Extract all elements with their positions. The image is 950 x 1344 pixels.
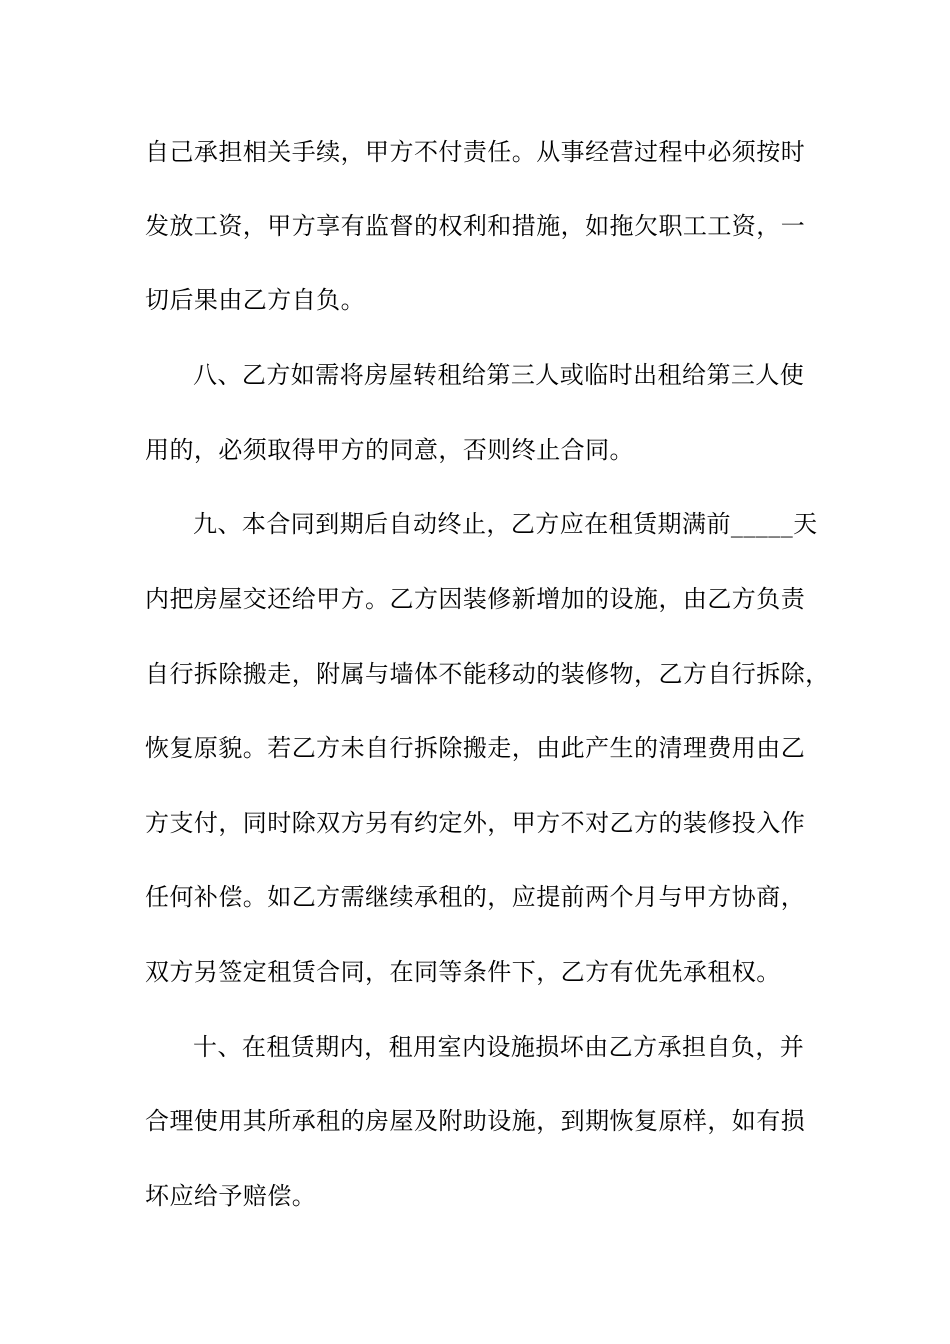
clause-8-line-1: 八、乙方如需将房屋转租给第三人或临时出租给第三人使	[193, 361, 805, 389]
text-line-2: 发放工资，甲方享有监督的权利和措施，如拖欠职工工资，一	[145, 212, 806, 240]
clause-9-line-5: 方支付，同时除双方另有约定外，甲方不对乙方的装修投入作	[145, 809, 806, 837]
text-line-1: 自己承担相关手续，甲方不付责任。从事经营过程中必须按时	[145, 138, 806, 166]
clause-9-line-1: 九、本合同到期后自动终止，乙方应在租赁期满前_____天	[193, 510, 818, 538]
clause-9-line-7: 双方另签定租赁合同，在同等条件下，乙方有优先承租权。	[145, 958, 781, 986]
clause-10-line-1: 十、在租赁期内，租用室内设施损坏由乙方承担自负，并	[193, 1033, 805, 1061]
clause-9-line-2: 内把房屋交还给甲方。乙方因装修新增加的设施，由乙方负责	[145, 585, 806, 613]
clause-10-line-3: 坏应给予赔偿。	[145, 1182, 317, 1210]
clause-9-line-6: 任何补偿。如乙方需继续承租的，应提前两个月与甲方协商，	[145, 883, 806, 911]
clause-9-line-4: 恢复原貌。若乙方未自行拆除搬走，由此产生的清理费用由乙	[145, 734, 806, 762]
text-line-3: 切后果由乙方自负。	[145, 286, 366, 314]
clause-10-line-2: 合理使用其所承租的房屋及附助设施，到期恢复原样，如有损	[145, 1107, 806, 1135]
clause-8-line-2: 用的，必须取得甲方的同意，否则终止合同。	[145, 436, 634, 464]
clause-9-line-3: 自行拆除搬走，附属与墙体不能移动的装修物，乙方自行拆除，	[145, 660, 830, 688]
